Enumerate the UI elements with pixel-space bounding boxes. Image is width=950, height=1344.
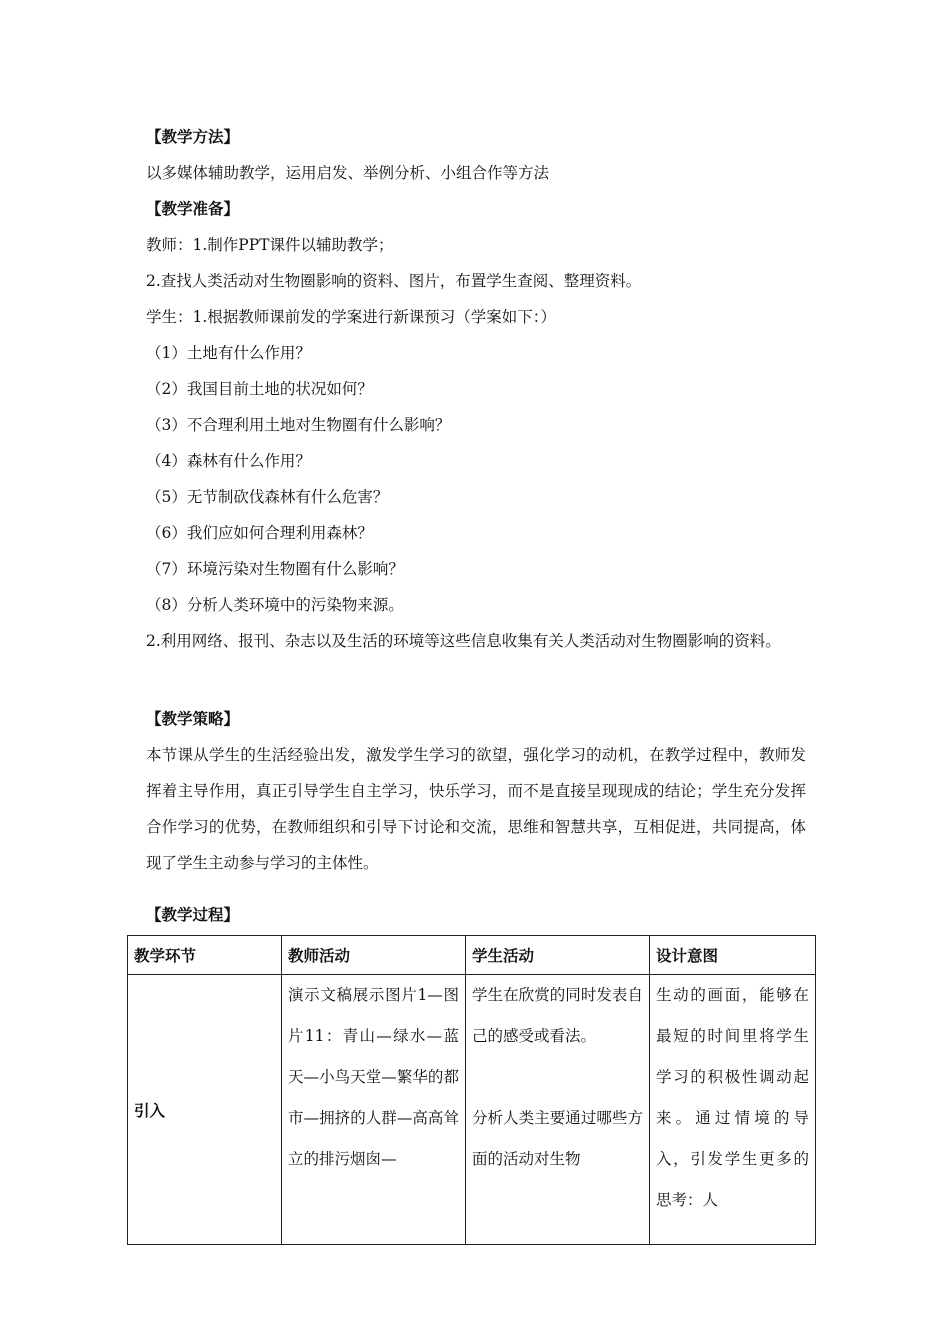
student-activity-text-1: 学生在欣赏的同时发表自己的感受或看法。 (472, 986, 643, 1045)
prep-student-2: 2.利用网络、报刊、杂志以及生活的环境等这些信息收集有关人类活动对生物圈影响的资料。 (146, 632, 781, 650)
question-item: （2）我国目前土地的状况如何？ (146, 380, 373, 398)
header-student-activity: 学生活动 (466, 936, 650, 975)
process-heading: 【教学过程】 (146, 906, 240, 924)
teacher-activity-cell (282, 975, 466, 1245)
design-intent-text: 生动的画面，能够在最短的时间里将学生学习的积极性调动起来。通过情境的导入，引发学生更多的思考：人 (656, 986, 809, 1209)
design-intent-cell (650, 975, 816, 1245)
teacher-activity-text: 演示文稿展示图片1—图片11：青山—绿水—蓝天—小鸟天堂—繁华的都市—拥挤的人群—高高耸立的排污烟囱— (288, 986, 459, 1168)
question-item: （5）无节制砍伐森林有什么危害？ (146, 488, 389, 506)
prep-student-1: 学生：1.根据教师课前发的学案进行新课预习（学案如下：） (146, 308, 557, 326)
question-item: （4）森林有什么作用？ (146, 452, 311, 470)
strategy-text: 本节课从学生的生活经验出发，激发学生学习的欲望，强化学习的动机，在教学过程中，教师发挥着主导作用，真正引导学生自主学习，快乐学习，而不是直接呈现现成的结论；学生充分发挥合作学习的优势，在教师组织和引导下讨论和交流，思维和智慧共享，互相促进，共同提高，体现了学生主动参与学习的主体性。 (146, 746, 806, 872)
strategy-heading: 【教学策略】 (146, 710, 240, 728)
prep-teacher-2: 2.查找人类活动对生物圈影响的资料、图片，布置学生查阅、整理资料。 (146, 272, 642, 290)
student-activity-text-2: 分析人类主要通过哪些方面的活动对生物 (472, 1109, 643, 1168)
question-item: （1）土地有什么作用？ (146, 344, 311, 362)
prep-heading: 【教学准备】 (146, 200, 240, 218)
header-stage: 教学环节 (128, 936, 282, 975)
process-table (127, 935, 816, 1245)
question-item: （8）分析人类环境中的污染物来源。 (146, 596, 404, 614)
prep-teacher-1: 教师：1.制作PPT课件以辅助教学； (146, 236, 394, 254)
method-heading: 【教学方法】 (146, 128, 240, 146)
stage-cell: 引入 (128, 975, 282, 1245)
question-item: （6）我们应如何合理利用森林？ (146, 524, 373, 542)
header-teacher-activity: 教师活动 (282, 936, 466, 975)
question-item: （7）环境污染对生物圈有什么影响？ (146, 560, 404, 578)
table-row (128, 975, 816, 1245)
student-activity-cell (466, 975, 650, 1245)
table-header-row (128, 936, 816, 975)
method-text: 以多媒体辅助教学，运用启发、举例分析、小组合作等方法 (146, 164, 550, 182)
question-item: （3）不合理利用土地对生物圈有什么影响？ (146, 416, 451, 434)
header-design-intent: 设计意图 (650, 936, 816, 975)
